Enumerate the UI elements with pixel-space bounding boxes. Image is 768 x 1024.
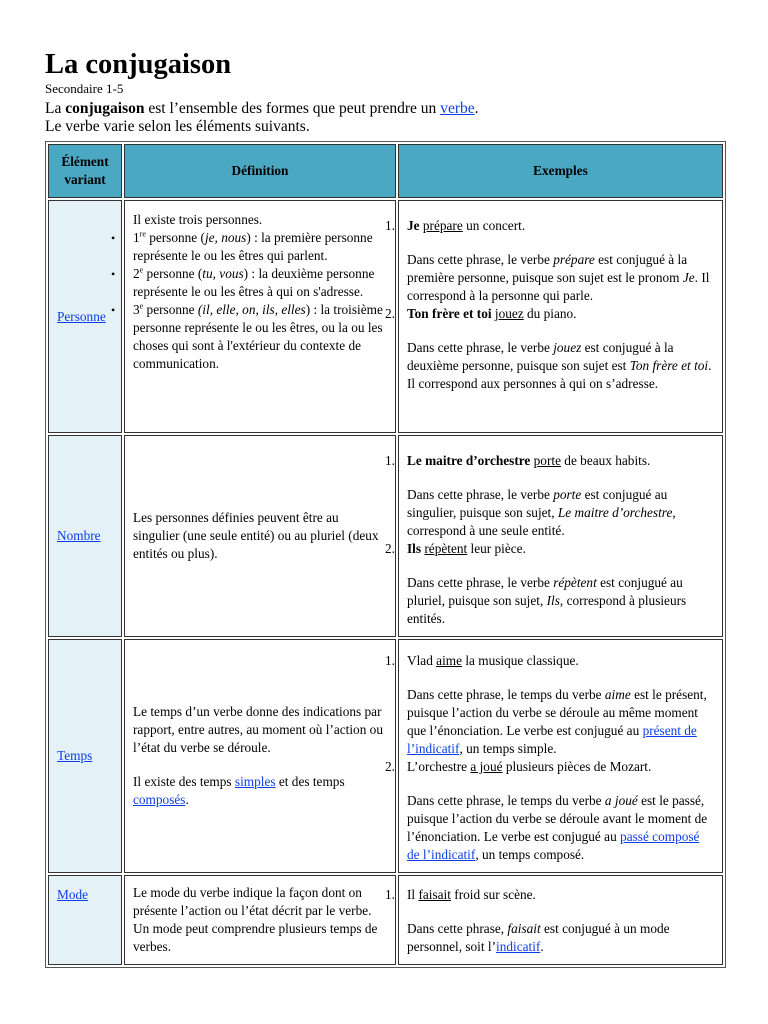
example-sentence: [407, 540, 714, 558]
header-definition: Définition: [124, 144, 396, 198]
examples-cell: [385, 200, 723, 433]
example-sentence: [407, 758, 714, 776]
def-text: Il existe des temps: [133, 774, 235, 789]
intro-line-2: Le verbe varie selon les éléments suivants.: [45, 118, 310, 135]
example-subject: L’orchestre: [407, 759, 471, 774]
table-row: [48, 200, 723, 433]
intro-mid: est l’ensemble des formes que peut prendre un: [144, 100, 441, 117]
element-cell: [48, 639, 122, 873]
person-description: ) : la troisième personne représente le ou les êtres, ou la ou les choses qui sont à l'extérieur du contexte de communication.: [133, 302, 383, 371]
expl-subject: Ils: [546, 593, 560, 608]
expl-text: . Il correspond à la personne qui parle.: [407, 270, 710, 303]
expl-verb: jouez: [553, 340, 582, 355]
expl-verb: prépare: [553, 252, 595, 267]
example-explanation: [407, 339, 714, 393]
example-number: 1.: [385, 653, 395, 668]
pronouns: je, nous: [204, 230, 247, 245]
definition-cell: Le mode du verbe indique la façon dont on présente l’action ou l’état décrit par le verbe. Un mode peut comprendre plusieurs temps de verbes.: [124, 875, 396, 965]
definition-cell: Les personnes définies peuvent être au singulier (une seule entité) ou au pluriel (deux entités ou plus).: [124, 435, 396, 637]
example-explanation: [407, 251, 714, 305]
definition-cell: [124, 200, 396, 433]
example-number: 2.: [385, 306, 395, 321]
expl-text: est conjugué à un mode personnel, soit l’: [407, 921, 670, 954]
ordinal-suffix: e: [139, 265, 144, 275]
expl-subject: Je: [682, 270, 695, 285]
expl-text: Dans cette phrase, le temps du verbe: [407, 687, 605, 702]
example-verb: aime: [436, 653, 463, 668]
example-rest: plusieurs pièces de Mozart.: [502, 759, 652, 774]
example-number: 2.: [385, 541, 395, 556]
table-header-row: [48, 144, 723, 198]
example-number: 1.: [385, 453, 395, 468]
examples-cell: [385, 875, 723, 965]
expl-text: , un temps simple.: [459, 741, 557, 756]
expl-text: est conjugué à la deuxième personne, puisque son sujet est: [407, 340, 674, 373]
example-rest: la musique classique.: [462, 653, 579, 668]
pronouns: (il, elle, on, ils, elles: [197, 302, 306, 317]
definition-intro: Il existe trois personnes.: [133, 212, 263, 227]
table-row: [48, 639, 723, 873]
expl-text: Dans cette phrase, le verbe: [407, 340, 554, 355]
example-verb: porte: [533, 453, 561, 468]
expl-subject: Ton frère et toi: [629, 358, 709, 373]
subtitle: Secondaire 1-5: [45, 81, 124, 96]
expl-text: Dans cette phrase,: [407, 921, 508, 936]
pronouns: tu, vous: [202, 266, 244, 281]
person-description: ) : la première personne représente le ou les êtres qui parlent.: [133, 230, 373, 263]
page-title: La conjugaison: [45, 49, 232, 80]
person-number: 3: [133, 302, 140, 317]
example-subject: Le maitre d’orchestre: [407, 453, 531, 468]
ordinal-suffix: e: [139, 301, 144, 311]
expl-verb: a joué: [604, 793, 638, 808]
definition-cell: [124, 639, 396, 873]
example-2: [385, 540, 714, 628]
example-verb: jouez: [494, 306, 524, 321]
example-subject: Ton frère et toi: [407, 306, 492, 321]
definition-text: [133, 773, 387, 809]
example-rest: froid sur scène.: [450, 887, 536, 902]
example-sentence: [407, 652, 714, 670]
expl-text: Dans cette phrase, le verbe: [407, 575, 554, 590]
person-description: ) : la deuxième personne représente le ou les êtres à qui on s'adresse.: [133, 266, 375, 299]
expl-text: est le passé, puisque l’action du verbe se déroule avant le moment de l’énonciation. Le verbe est conjugué au: [407, 793, 708, 844]
example-verb: a joué: [470, 759, 503, 774]
person-number: 1: [133, 230, 140, 245]
example-explanation: [407, 686, 714, 758]
table-row: [48, 435, 723, 637]
person-label: personne (: [143, 266, 203, 281]
person-label: personne: [143, 302, 198, 317]
nombre-link[interactable]: Nombre: [57, 528, 101, 543]
example-1: [385, 442, 714, 540]
example-verb: faisait: [418, 887, 451, 902]
example-1: [385, 882, 714, 956]
expl-text: , un temps composé.: [475, 847, 585, 862]
expl-verb: aime: [604, 687, 631, 702]
expl-text: est conjugué au singulier, puisque son sujet,: [407, 487, 668, 520]
expl-text: . Il correspond aux personnes à qui on s’adresse.: [407, 358, 712, 391]
example-number: 1.: [385, 218, 395, 233]
mode-link[interactable]: Mode: [57, 887, 89, 902]
verbe-link[interactable]: verbe: [440, 100, 475, 117]
expl-text: est conjugué à la première personne, puisque son sujet est le pronom: [407, 252, 688, 285]
expl-verb: faisait: [507, 921, 541, 936]
expl-text: est conjugué au pluriel, puisque son sujet,: [407, 575, 683, 608]
element-cell: [48, 435, 122, 637]
person-number: 2: [133, 266, 140, 281]
conjugation-table: [45, 141, 726, 968]
example-sentence: [407, 452, 714, 470]
example-rest: leur pièce.: [467, 541, 526, 556]
example-sentence: [407, 305, 714, 323]
persons-list: [133, 229, 387, 373]
expl-text: Dans cette phrase, le temps du verbe: [407, 793, 605, 808]
example-rest: du piano.: [523, 306, 577, 321]
personne-link[interactable]: Personne: [57, 308, 106, 324]
example-verb: répètent: [424, 541, 468, 556]
example-sentence: [407, 886, 714, 904]
expl-text: Dans cette phrase, le verbe: [407, 487, 554, 502]
passe-compose-link[interactable]: passé composé de l’indicatif: [407, 829, 700, 862]
example-explanation: [407, 486, 714, 540]
examples-cell: [385, 639, 723, 873]
example-explanation: [407, 574, 714, 628]
header-examples: Exemples: [398, 144, 723, 198]
example-explanation: [407, 792, 714, 864]
expl-text: Dans cette phrase, le verbe: [407, 252, 554, 267]
intro-line-1: [45, 100, 725, 118]
present-indicatif-link[interactable]: présent de l’indicatif: [407, 723, 697, 756]
example-explanation: [407, 920, 714, 956]
table-row: [48, 875, 723, 965]
example-subject: Il: [407, 887, 419, 902]
intro-bold: conjugaison: [65, 100, 145, 117]
example-2: [385, 758, 714, 864]
example-1: [385, 207, 714, 305]
expl-subject: Le maitre d’orchestre: [557, 505, 673, 520]
example-verb: prépare: [422, 218, 463, 233]
list-item: [133, 229, 387, 265]
expl-text: , correspond à plusieurs entités.: [407, 593, 687, 626]
definition-text: Le temps d’un verbe donne des indications par rapport, entre autres, au moment où l’action ou l’état du verbe se déroule.: [133, 704, 383, 755]
simples-link[interactable]: simples: [234, 774, 276, 789]
examples-cell: [385, 435, 723, 637]
example-subject: Ils: [407, 541, 422, 556]
example-number: 1.: [385, 887, 395, 902]
expl-verb: répètent: [553, 575, 597, 590]
example-rest: de beaux habits.: [560, 453, 651, 468]
ordinal-suffix: re: [139, 229, 146, 239]
example-subject: Vlad: [407, 653, 437, 668]
example-rest: un concert.: [462, 218, 526, 233]
page-header: [45, 48, 725, 136]
element-cell: [48, 875, 122, 965]
example-sentence: [407, 217, 714, 235]
header-element: [48, 144, 122, 198]
example-2: [385, 305, 714, 393]
example-number: 2.: [385, 759, 395, 774]
def-text: et des temps: [275, 774, 345, 789]
header-element-label: Élément variant: [61, 154, 109, 187]
def-text: .: [185, 792, 189, 807]
indicatif-link[interactable]: indicatif: [496, 939, 541, 954]
expl-verb: porte: [553, 487, 582, 502]
expl-text: .: [540, 939, 544, 954]
example-subject: Je: [407, 218, 420, 233]
expl-text: , correspond à une seule entité.: [407, 505, 676, 538]
list-item: [133, 265, 387, 301]
intro-post: .: [474, 100, 479, 117]
temps-link[interactable]: Temps: [57, 748, 93, 763]
example-1: [385, 646, 714, 758]
person-label: personne (: [145, 230, 205, 245]
expl-text: est le présent, puisque l’action du verbe se déroule au même moment que l’énonciation. Le verbe est conjugué au: [407, 687, 707, 738]
intro-pre: La: [45, 100, 66, 117]
list-item: [133, 301, 387, 373]
composes-link[interactable]: composés: [133, 792, 186, 807]
